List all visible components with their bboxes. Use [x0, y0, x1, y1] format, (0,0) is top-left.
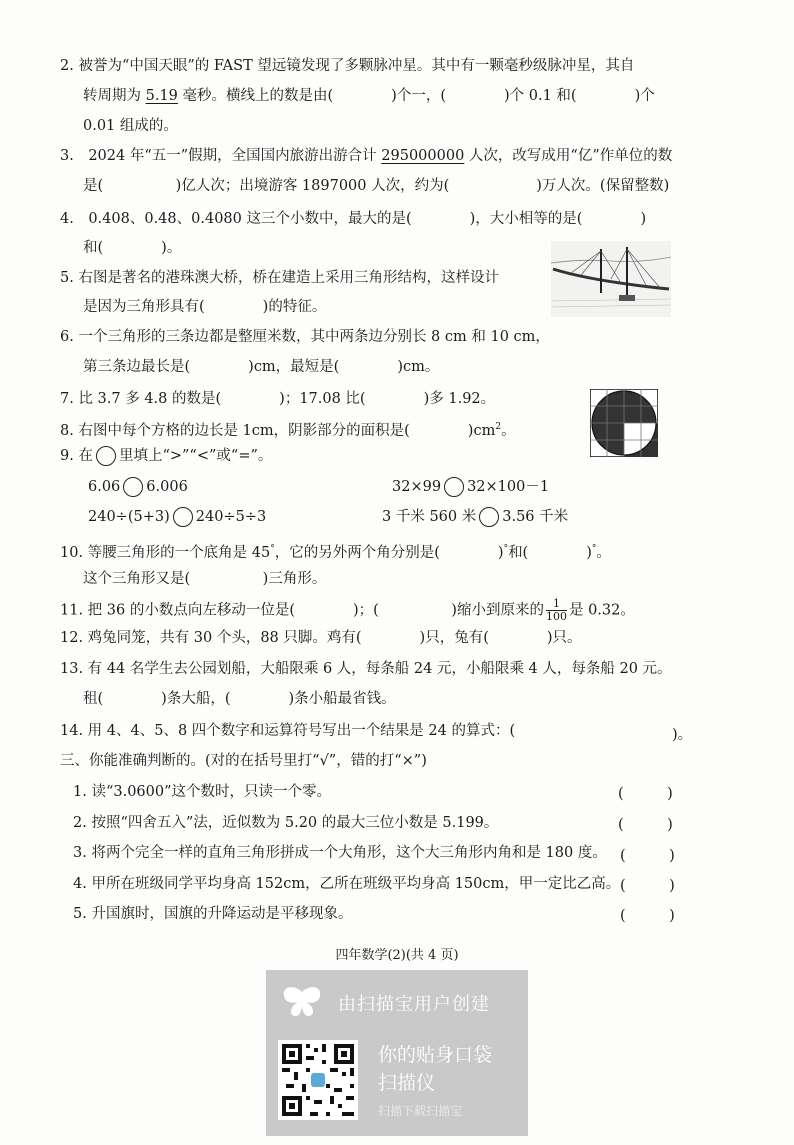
- q6-line2: 第三条边最长是( )cm，最短是( )cm。: [83, 359, 440, 375]
- q4-line1: 4. 0.408、0.48、0.4080 这三个小数中，最大的是( )，大小相等的是( ): [60, 211, 647, 227]
- q2-line2: 转周期为 5.19 毫秒。横线上的数是由( )个一，( )个 0.1 和( )个: [83, 88, 655, 104]
- q3-line1: 3. 2024 年“五一”假期，全国国内旅游出游合计 295000000 人次，改写成用“亿”作单位的数: [60, 148, 673, 164]
- answer-circle[interactable]: [173, 507, 193, 527]
- q2-line3: 0.01 组成的。: [83, 118, 178, 134]
- q9-compare-2: 32×99 32×100－1: [392, 479, 550, 495]
- judge-answer-paren-5[interactable]: ( ): [620, 908, 675, 924]
- bridge-picture: [551, 241, 671, 317]
- q6-line1: 6. 一个三角形的三条边都是整厘米数，其中两条边分别长 8 cm 和 10 cm，: [60, 329, 550, 345]
- section-3-title: 三、你能准确判断的。(对的在括号里打“√”，错的打“×”): [60, 753, 427, 769]
- q9-compare-4: 3 千米 560 米 3.56 千米: [382, 509, 569, 525]
- judge-answer-paren-3[interactable]: ( ): [620, 848, 675, 864]
- q13-line1: 13. 有 44 名学生去公园划船，大船限乘 6 人，每条船 24 元，小船限乘 4 人，每条船 20 元。: [60, 661, 672, 677]
- q13-line2: 租( )条大船，( )条小船最省钱。: [83, 691, 396, 707]
- answer-circle[interactable]: [123, 477, 143, 497]
- watermark-slogan-line1: 你的贴身口袋: [378, 1044, 493, 1066]
- q5-line1: 5. 右图是著名的港珠澳大桥，桥在建造上采用三角形结构，这样设计: [60, 270, 499, 286]
- q9-compare-1: 6.06 6.006: [88, 479, 188, 495]
- judge-item-4: 4. 甲所在班级同学平均身高 152cm，乙所在班级平均身高 150cm，甲一定比乙高。: [73, 876, 621, 892]
- q10-line1: 10. 等腰三角形的一个底角是 45°，它的另外两个角分别是( )°和( )°。: [60, 544, 611, 561]
- judge-answer-paren-4[interactable]: ( ): [620, 878, 675, 894]
- watermark-slogan-line2: 扫描仪: [378, 1072, 436, 1094]
- q9-compare-3: 240÷(5+3) 240÷5÷3: [88, 509, 267, 525]
- q3-line2: 是( )亿人次；出境游客 1897000 人次，约为( )万人次。(保留整数): [83, 178, 670, 194]
- judge-item-1: 1. 读“3.0600”这个数时，只读一个零。: [73, 784, 332, 800]
- watermark-title: 由扫描宝用户创建: [338, 994, 490, 1015]
- q9-line1: 9. 在 里填上“>”“<”或“=”。: [60, 448, 273, 464]
- q14-line1-end: )。: [672, 727, 693, 743]
- q11-line1: 11. 把 36 的小数点向左移动一位是( )；( )缩小到原来的 $\frac{1}{100}$ 是 0.32。: [60, 597, 635, 623]
- q12-line1: 12. 鸡兔同笼，共有 30 个头，88 只脚。鸡有( )只，兔有( )只。: [60, 630, 582, 646]
- judge-item-3: 3. 将两个完全一样的直角三角形拼成一个大角形，这个大三角形内角和是 180 度。: [73, 845, 607, 861]
- judge-answer-paren-1[interactable]: ( ): [618, 786, 673, 802]
- q7-line1: 7. 比 3.7 多 4.8 的数是( )；17.08 比( )多 1.92。: [60, 391, 496, 407]
- answer-circle[interactable]: [444, 477, 464, 497]
- judge-answer-paren-2[interactable]: ( ): [618, 817, 673, 833]
- q4-line2: 和( )。: [83, 240, 182, 256]
- q10-line2: 这个三角形又是( )三角形。: [83, 571, 327, 587]
- q5-line2: 是因为三角形具有( )的特征。: [83, 299, 327, 315]
- page-footer: 四年数学(2)(共 4 页): [335, 948, 459, 963]
- answer-circle[interactable]: [479, 507, 499, 527]
- judge-item-2: 2. 按照“四舍五入”法，近似数为 5.20 的最大三位小数是 5.199。: [73, 815, 499, 831]
- q2-line1: 2. 被誉为“中国天眼”的 FAST 望远镜发现了多颗脉冲星。其中有一颗毫秒级脉冲星，其自: [60, 58, 635, 74]
- watermark-download-text: 扫描下载扫描宝: [378, 1104, 463, 1118]
- judge-item-5: 5. 升国旗时，国旗的升降运动是平移现象。: [73, 906, 353, 922]
- q14-line1: 14. 用 4、4、5、8 四个数字和运算符号写出一个结果是 24 的算式：(: [60, 723, 516, 739]
- q8-line1: 8. 右图中每个方格的边长是 1cm，阴影部分的面积是( )$cm^2$。: [60, 422, 516, 439]
- answer-circle: [96, 446, 116, 466]
- fraction: $\frac{1}{100}$: [545, 597, 567, 623]
- scanner-watermark: [266, 970, 528, 1136]
- qr-code-icon: [278, 1040, 358, 1120]
- shaded-circle-grid-figure: [590, 389, 658, 457]
- butterfly-logo-icon: [280, 984, 324, 1020]
